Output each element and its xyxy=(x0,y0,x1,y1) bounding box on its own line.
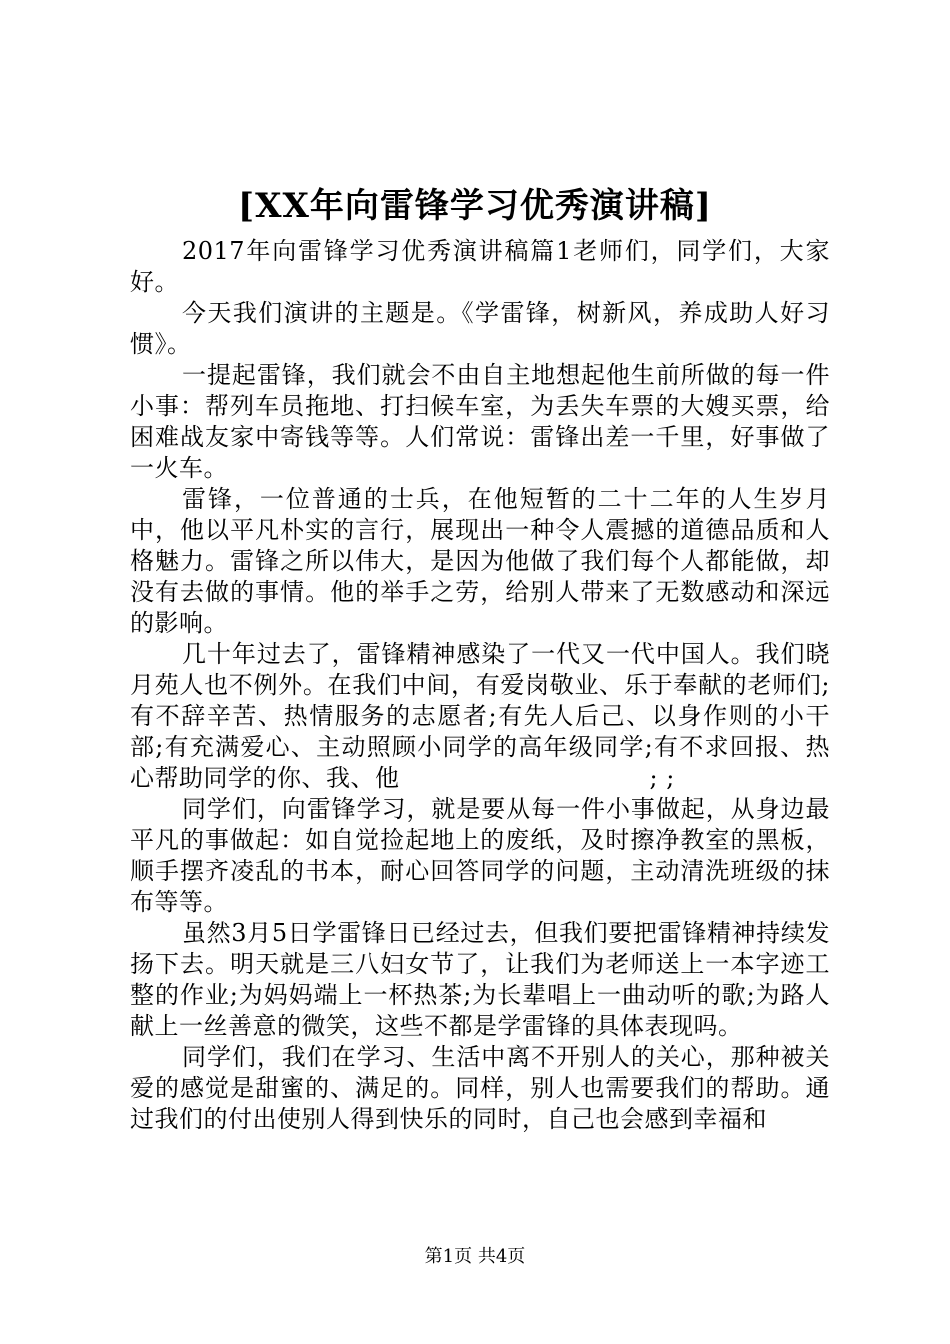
paragraph-1: 2017年向雷锋学习优秀演讲稿篇1老师们，同学们，大家好。 xyxy=(130,237,830,296)
paragraph-3: 一提起雷锋，我们就会不由自主地想起他生前所做的每一件小事：帮列车员拖地、打扫候车室，为丢失车票的大嫂买票，给困难战友家中寄钱等等。人们常说：雷锋出差一千里，好事做了一火车。 xyxy=(130,361,830,482)
document-body xyxy=(130,236,830,1135)
page-indicator: 第1页 共4页 xyxy=(424,1246,526,1267)
paragraph-5-tail: ; ; xyxy=(649,764,675,792)
paragraph-5 xyxy=(130,639,830,794)
paragraph-6: 同学们，向雷锋学习，就是要从每一件小事做起，从身边最平凡的事做起：如自觉捡起地上的废纸，及时擦净教室的黑板，顺手摆齐凌乱的书本，耐心回答同学的问题，主动清洗班级的抹布等等。 xyxy=(130,795,830,916)
paragraph-4: 雷锋，一位普通的士兵，在他短暂的二十二年的人生岁月中，他以平凡朴实的言行，展现出一种令人震撼的道德品质和人格魅力。雷锋之所以伟大，是因为他做了我们每个人都能做，却没有去做的事情。他的举手之劳，给别人带来了无数感动和深远的影响。 xyxy=(130,485,830,637)
paragraph-8: 同学们，我们在学习、生活中离不开别人的关心，那种被关爱的感觉是甜蜜的、满足的。同样，别人也需要我们的帮助。通过我们的付出使别人得到快乐的同时，自己也会感到幸福和 xyxy=(130,1043,830,1133)
paragraph-2: 今天我们演讲的主题是。《学雷锋，树新风，养成助人好习惯》。 xyxy=(130,299,830,358)
document-title: [XX年向雷锋学习优秀演讲稿] xyxy=(238,186,712,226)
paragraph-7: 虽然3月5日学雷锋日已经过去，但我们要把雷锋精神持续发扬下去。明天就是三八妇女节了，让我们为老师送上一本字迹工整的作业;为妈妈端上一杯热茶;为长辈唱上一曲动听的歌;为路人献上一丝善意的微笑，这些不都是学雷锋的具体表现吗。 xyxy=(130,919,830,1040)
paragraph-5-text: 几十年过去了，雷锋精神感染了一代又一代中国人。我们晓月苑人也不例外。在我们中间，有爱岗敬业、乐于奉献的老师们;有不辞辛苦、热情服务的志愿者;有先人后己、以身作则的小干部;有充满爱心、主动照顾小同学的高年级同学;有不求回报、热心帮助同学的你、我、他 xyxy=(130,640,830,792)
